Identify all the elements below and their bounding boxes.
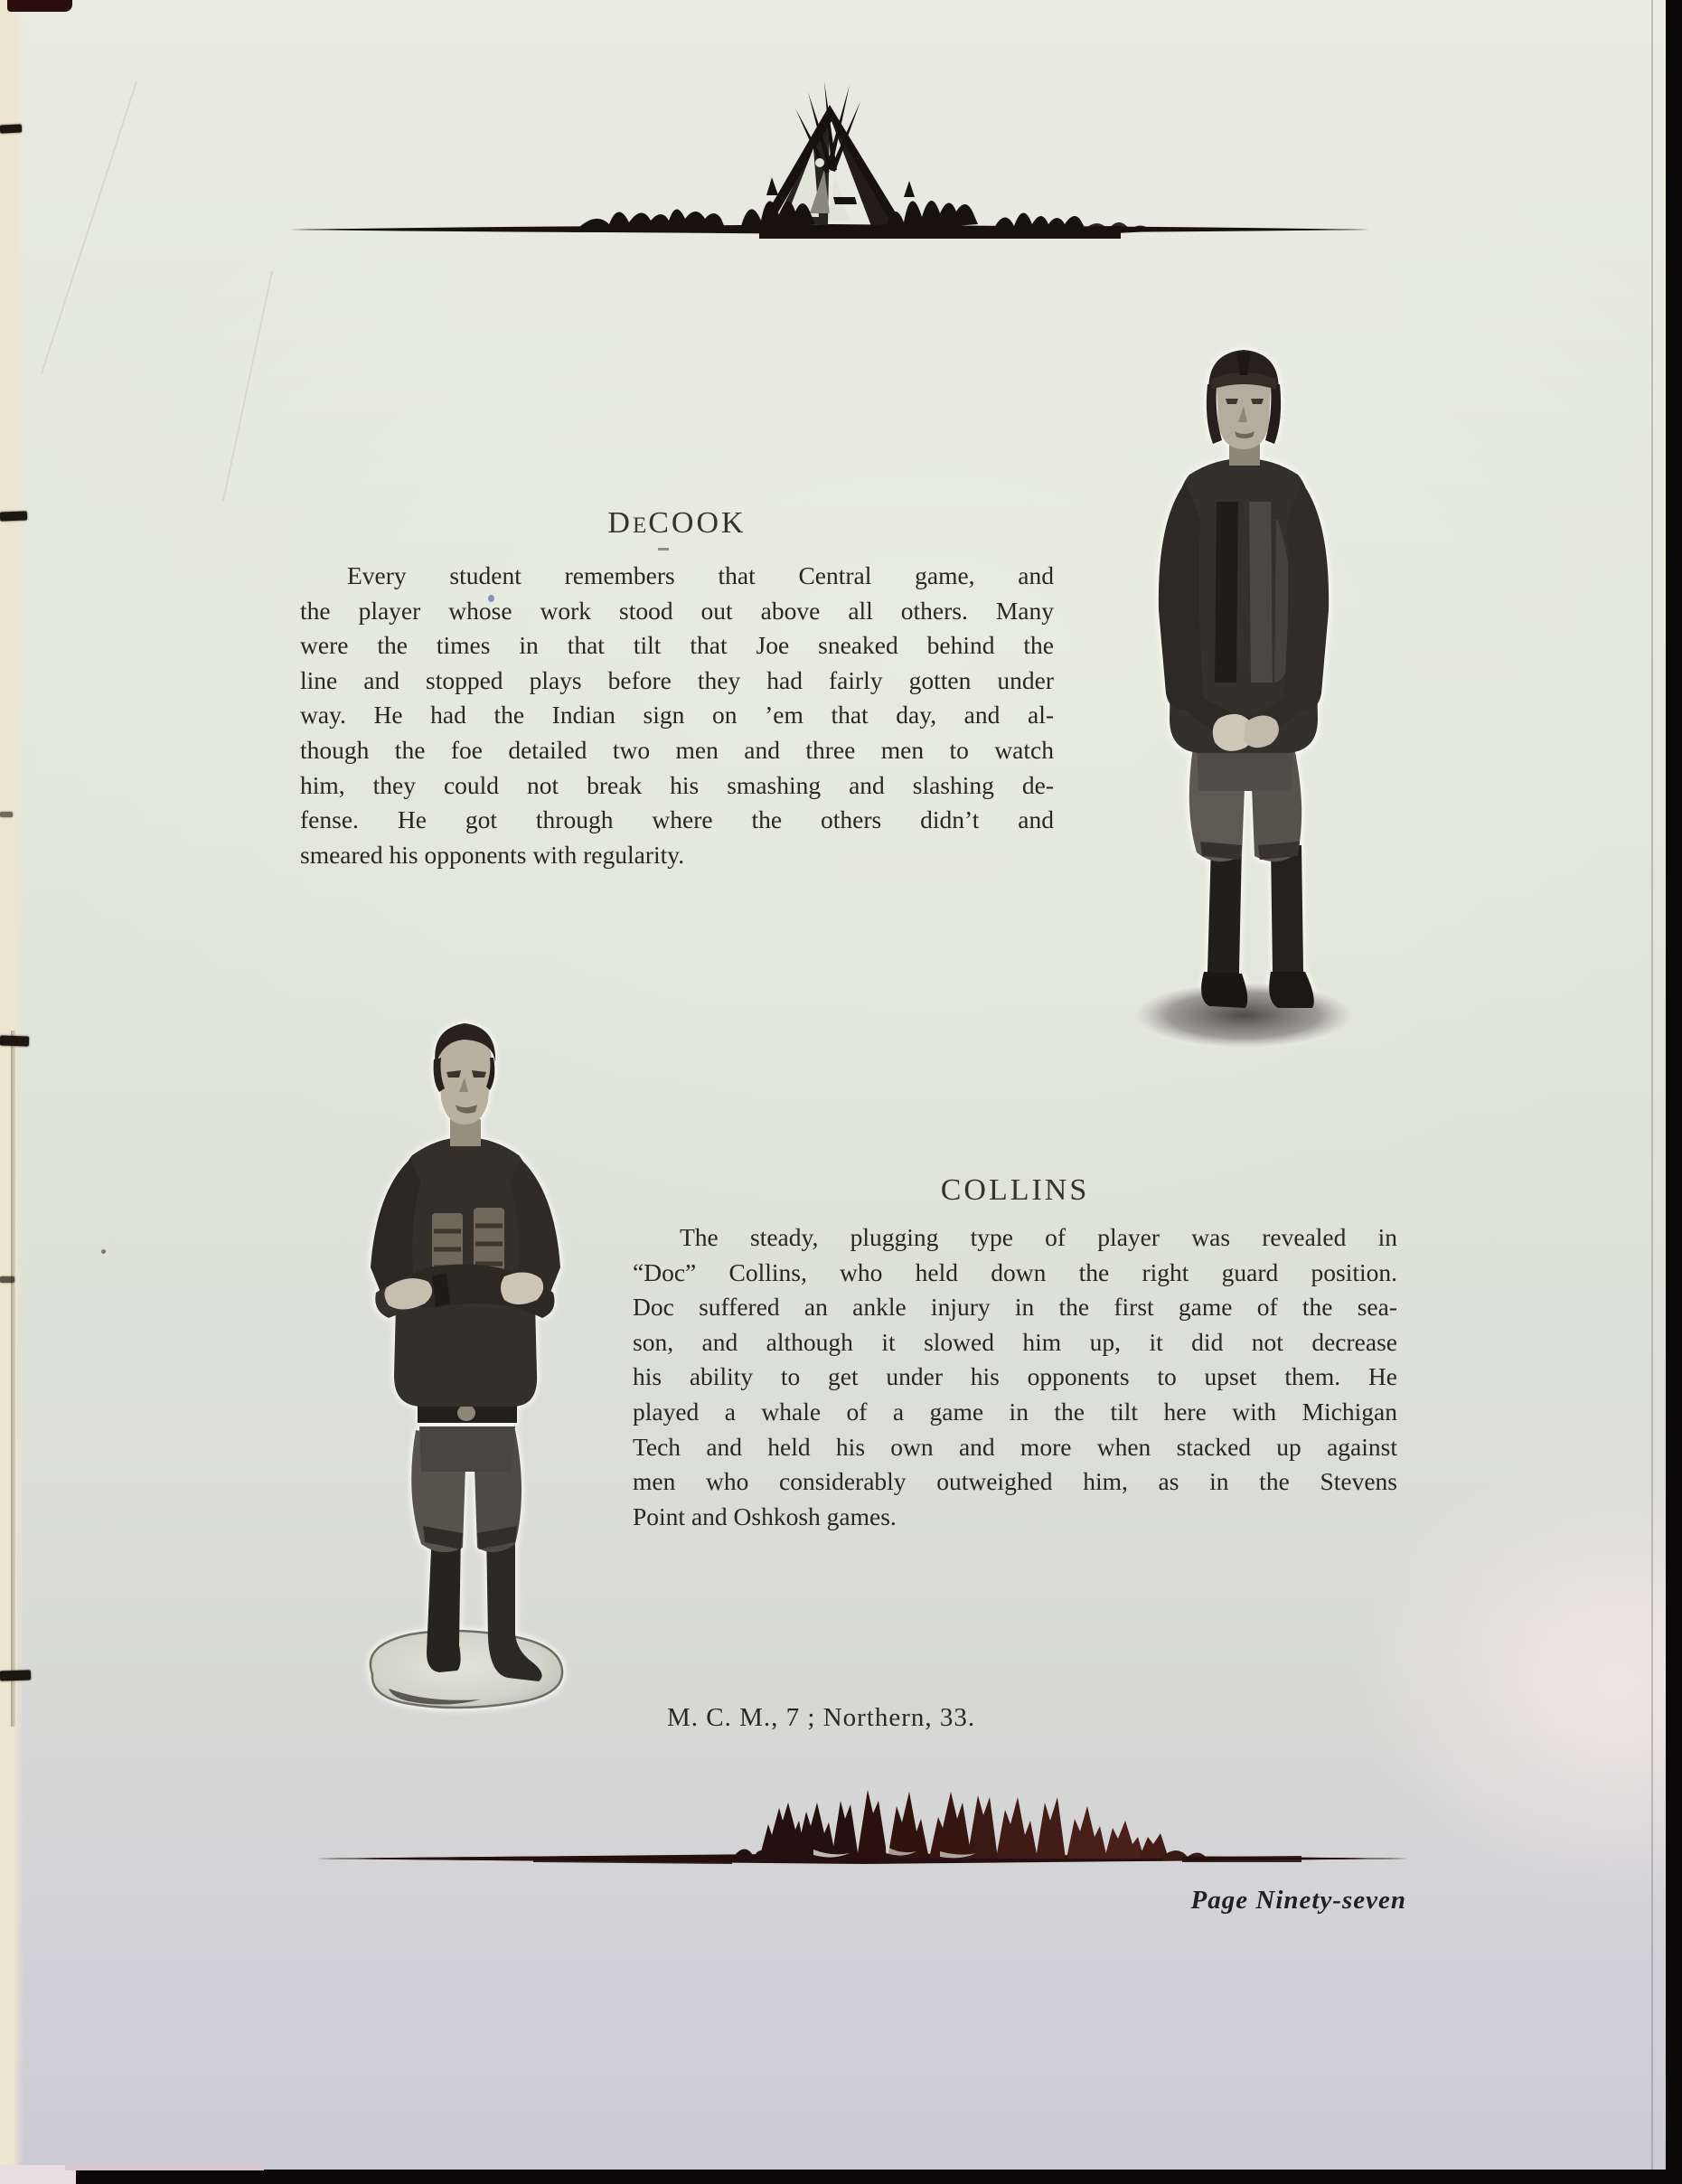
binding-stitch	[0, 1670, 31, 1680]
text-line: men who considerably outweighed him, as in the Stevens	[633, 1467, 1397, 1496]
page-number: Page Ninety-seven	[1190, 1886, 1406, 1915]
ink-speck	[101, 1249, 106, 1254]
paper-scratch	[41, 81, 137, 374]
text-line: played a whale of a game in the tilt here with Michigan	[633, 1397, 1397, 1426]
decook-heading	[300, 506, 1054, 541]
text-line: fense. He got through where the others didn’t and	[300, 805, 1054, 834]
binding-stitch	[0, 124, 22, 133]
text-line: The steady, plugging type of player was revealed in	[680, 1223, 1397, 1251]
scan-black-border-right	[1666, 0, 1682, 2184]
decook-paragraph	[300, 559, 1054, 872]
ink-blot-top-left	[7, 0, 72, 12]
decook-photo	[1110, 339, 1377, 1053]
binding-stitch	[0, 1276, 14, 1283]
decook-heading-initial: D	[607, 506, 633, 540]
text-line: though the foe detailed two men and three men to watch	[300, 735, 1054, 764]
collins-heading	[633, 1173, 1397, 1208]
collins-photo	[345, 1005, 586, 1721]
text-line: way. He had the Indian sign on ’em that day, and al-	[300, 701, 1054, 730]
text-line: Doc suffered an ankle injury in the first game of the sea-	[633, 1293, 1397, 1322]
tepee-camp-on-rule-icon	[271, 61, 1410, 242]
binding-stitch	[0, 511, 27, 521]
text-line: “Doc” Collins, who held down the right guard position.	[633, 1257, 1397, 1286]
text-line: Every student remembers that Central game, and	[347, 561, 1054, 589]
binding-stitch	[0, 1035, 29, 1046]
text-line: his ability to get under his opponents to upset them. He	[633, 1362, 1397, 1391]
text-line: Tech and held his own and more when stacked up against	[633, 1432, 1397, 1461]
collins-heading-text: COLLINS	[940, 1173, 1090, 1207]
text-line: smeared his opponents with regularity.	[300, 840, 685, 869]
text-line: were the times in that tilt that Joe sneaked behind the	[300, 631, 1054, 660]
bottom-ornament	[307, 1783, 1419, 1869]
binding-groove	[11, 1031, 15, 1727]
scan-edge-highlight	[65, 2165, 264, 2170]
text-line: Point and Oshkosh games.	[633, 1502, 897, 1530]
binding-stitch	[0, 812, 13, 817]
decook-heading-rest: COOK	[648, 506, 747, 540]
decook-heading-smallcap: E	[632, 513, 649, 538]
football-player-standing-icon	[1110, 339, 1377, 1053]
football-player-arms-crossed-icon	[345, 1005, 586, 1721]
text-line: him, they could not break his smashing and slashing de-	[300, 770, 1054, 799]
paper-scratch	[222, 271, 273, 502]
scan-black-border-bottom	[65, 2170, 1682, 2184]
score-line: M. C. M., 7 ; Northern, 33.	[667, 1703, 976, 1732]
collins-paragraph	[633, 1220, 1397, 1534]
top-ornament	[271, 61, 1410, 242]
pine-grove-on-rule-icon	[307, 1783, 1419, 1869]
text-line: line and stopped plays before they had fairly gotten under	[300, 665, 1054, 694]
text-line: son, and although it slowed him up, it did not decrease	[633, 1327, 1397, 1356]
ink-speck	[658, 548, 669, 551]
text-line: the player whose work stood out above all others. Many	[300, 596, 1054, 625]
page-edge-line	[1651, 0, 1653, 2184]
